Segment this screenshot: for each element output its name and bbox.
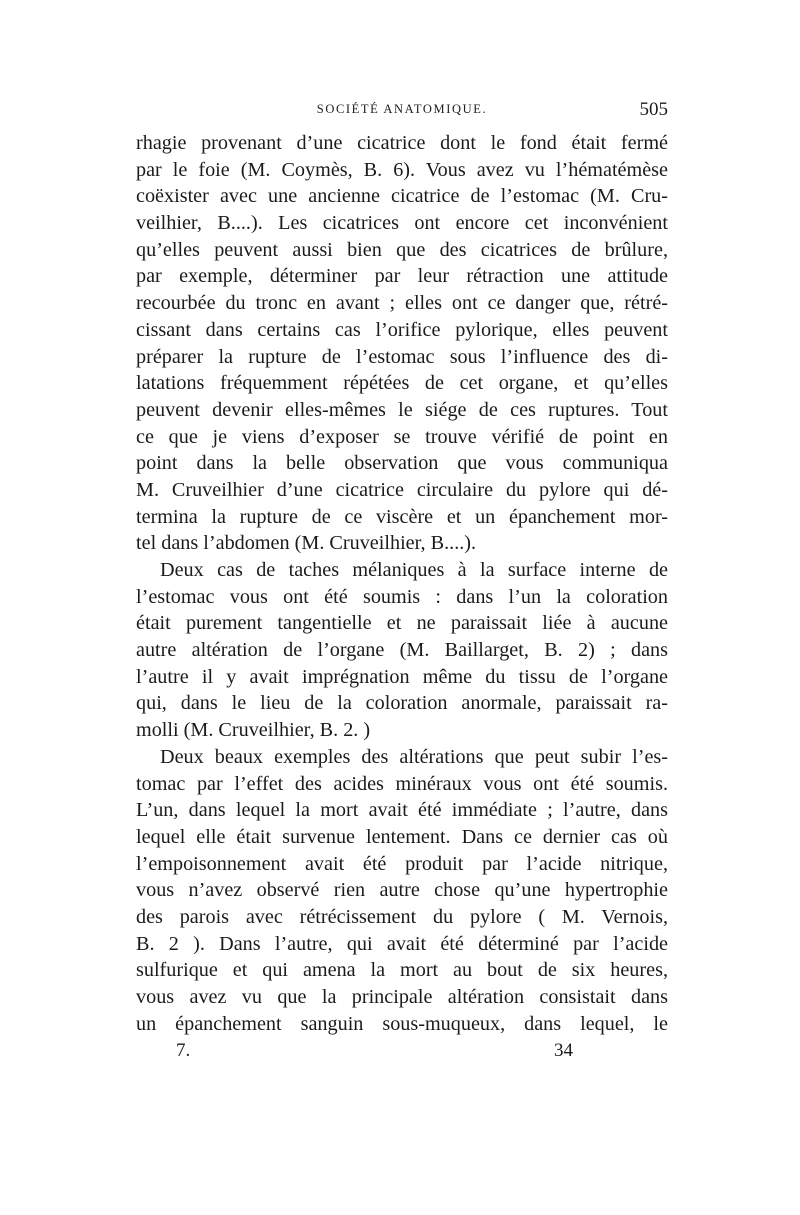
text-line: l’autre il y avait imprégnation même du tissu de l’organe (136, 665, 668, 688)
text-line: ce que je viens d’exposer se trouve vérifié de point en (136, 425, 668, 448)
running-head (136, 99, 668, 124)
text-line: vous avez vu que la principale altération consistait dans (136, 986, 668, 1008)
text-line: vous n’avez observé rien autre chose qu’une hypertrophie (136, 879, 668, 902)
text-line: par exemple, déterminer par leur rétraction une attitude (136, 265, 668, 288)
text-line: veilhier, B....). Les cicatrices ont encore cet inconvénient (136, 212, 668, 235)
text-line: tomac par l’effet des acides minéraux vous ont été soumis. (136, 772, 668, 795)
text-line: M. Cruveilhier d’une cicatrice circulaire du pylore qui dé- (136, 478, 668, 501)
signature-mark: 7. (176, 1040, 191, 1061)
paragraph-start-line: Deux beaux exemples des altérations que peut subir l’es- (160, 745, 668, 768)
text-line: qu’elles peuvent aussi bien que des cicatrices de brûlure, (136, 238, 668, 261)
running-title: SOCIÉTÉ ANATOMIQUE. (316, 102, 488, 116)
text-line: préparer la rupture de l’estomac sous l’influence des di- (136, 345, 668, 368)
text-line: peuvent devenir elles-mêmes le siége de ces ruptures. Tout (136, 398, 668, 421)
text-line: L’un, dans lequel la mort avait été immédiate ; l’autre, dans (136, 799, 668, 822)
text-line: tel dans l’abdomen (M. Cruveilhier, B....). (136, 532, 477, 555)
text-line: l’estomac vous ont été soumis : dans l’un la coloration (136, 585, 668, 608)
signature-number: 34 (554, 1040, 573, 1061)
text-line: l’empoisonnement avait été produit par l’acide nitrique, (136, 852, 668, 875)
text-line: qui, dans le lieu de la coloration anormale, paraissait ra- (136, 692, 668, 715)
text-line: cissant dans certains cas l’orifice pylorique, elles peuvent (136, 318, 668, 341)
page-number: 505 (639, 99, 668, 120)
page-footer (176, 1040, 576, 1066)
text-line: latations fréquemment répétées de cet organe, et qu’elles (136, 372, 668, 395)
text-line: sulfurique et qui amena la mort au bout de six heures, (136, 959, 668, 982)
text-line: point dans la belle observation que vous communiqua (136, 452, 668, 475)
text-line: rhagie provenant d’une cicatrice dont le fond était fermé (136, 132, 668, 154)
text-line: était purement tangentielle et ne paraissait liée à aucune (136, 612, 668, 635)
paragraph-start-line: Deux cas de taches mélaniques à la surface interne de (160, 559, 668, 581)
text-line: lequel elle était survenue lentement. Dans ce dernier cas où (136, 825, 668, 848)
text-line: des parois avec rétrécissement du pylore ( M. Vernois, (136, 905, 668, 928)
text-line: molli (M. Cruveilhier, B. 2. ) (136, 719, 371, 742)
body-text (136, 130, 668, 1037)
text-line: coëxister avec une ancienne cicatrice de l’estomac (M. Cru- (136, 185, 668, 208)
text-line: autre altération de l’organe (M. Baillarget, B. 2) ; dans (136, 639, 668, 662)
text-line: B. 2 ). Dans l’autre, qui avait été déterminé par l’acide (136, 932, 668, 955)
text-line: recourbée du tronc en avant ; elles ont ce danger que, rétré- (136, 292, 668, 315)
text-line: par le foie (M. Coymès, B. 6). Vous avez vu l’hématémèse (136, 158, 668, 181)
text-line: termina la rupture de ce viscère et un épanchement mor- (136, 505, 668, 528)
text-line: un épanchement sanguin sous-muqueux, dans lequel, le (136, 1012, 668, 1035)
